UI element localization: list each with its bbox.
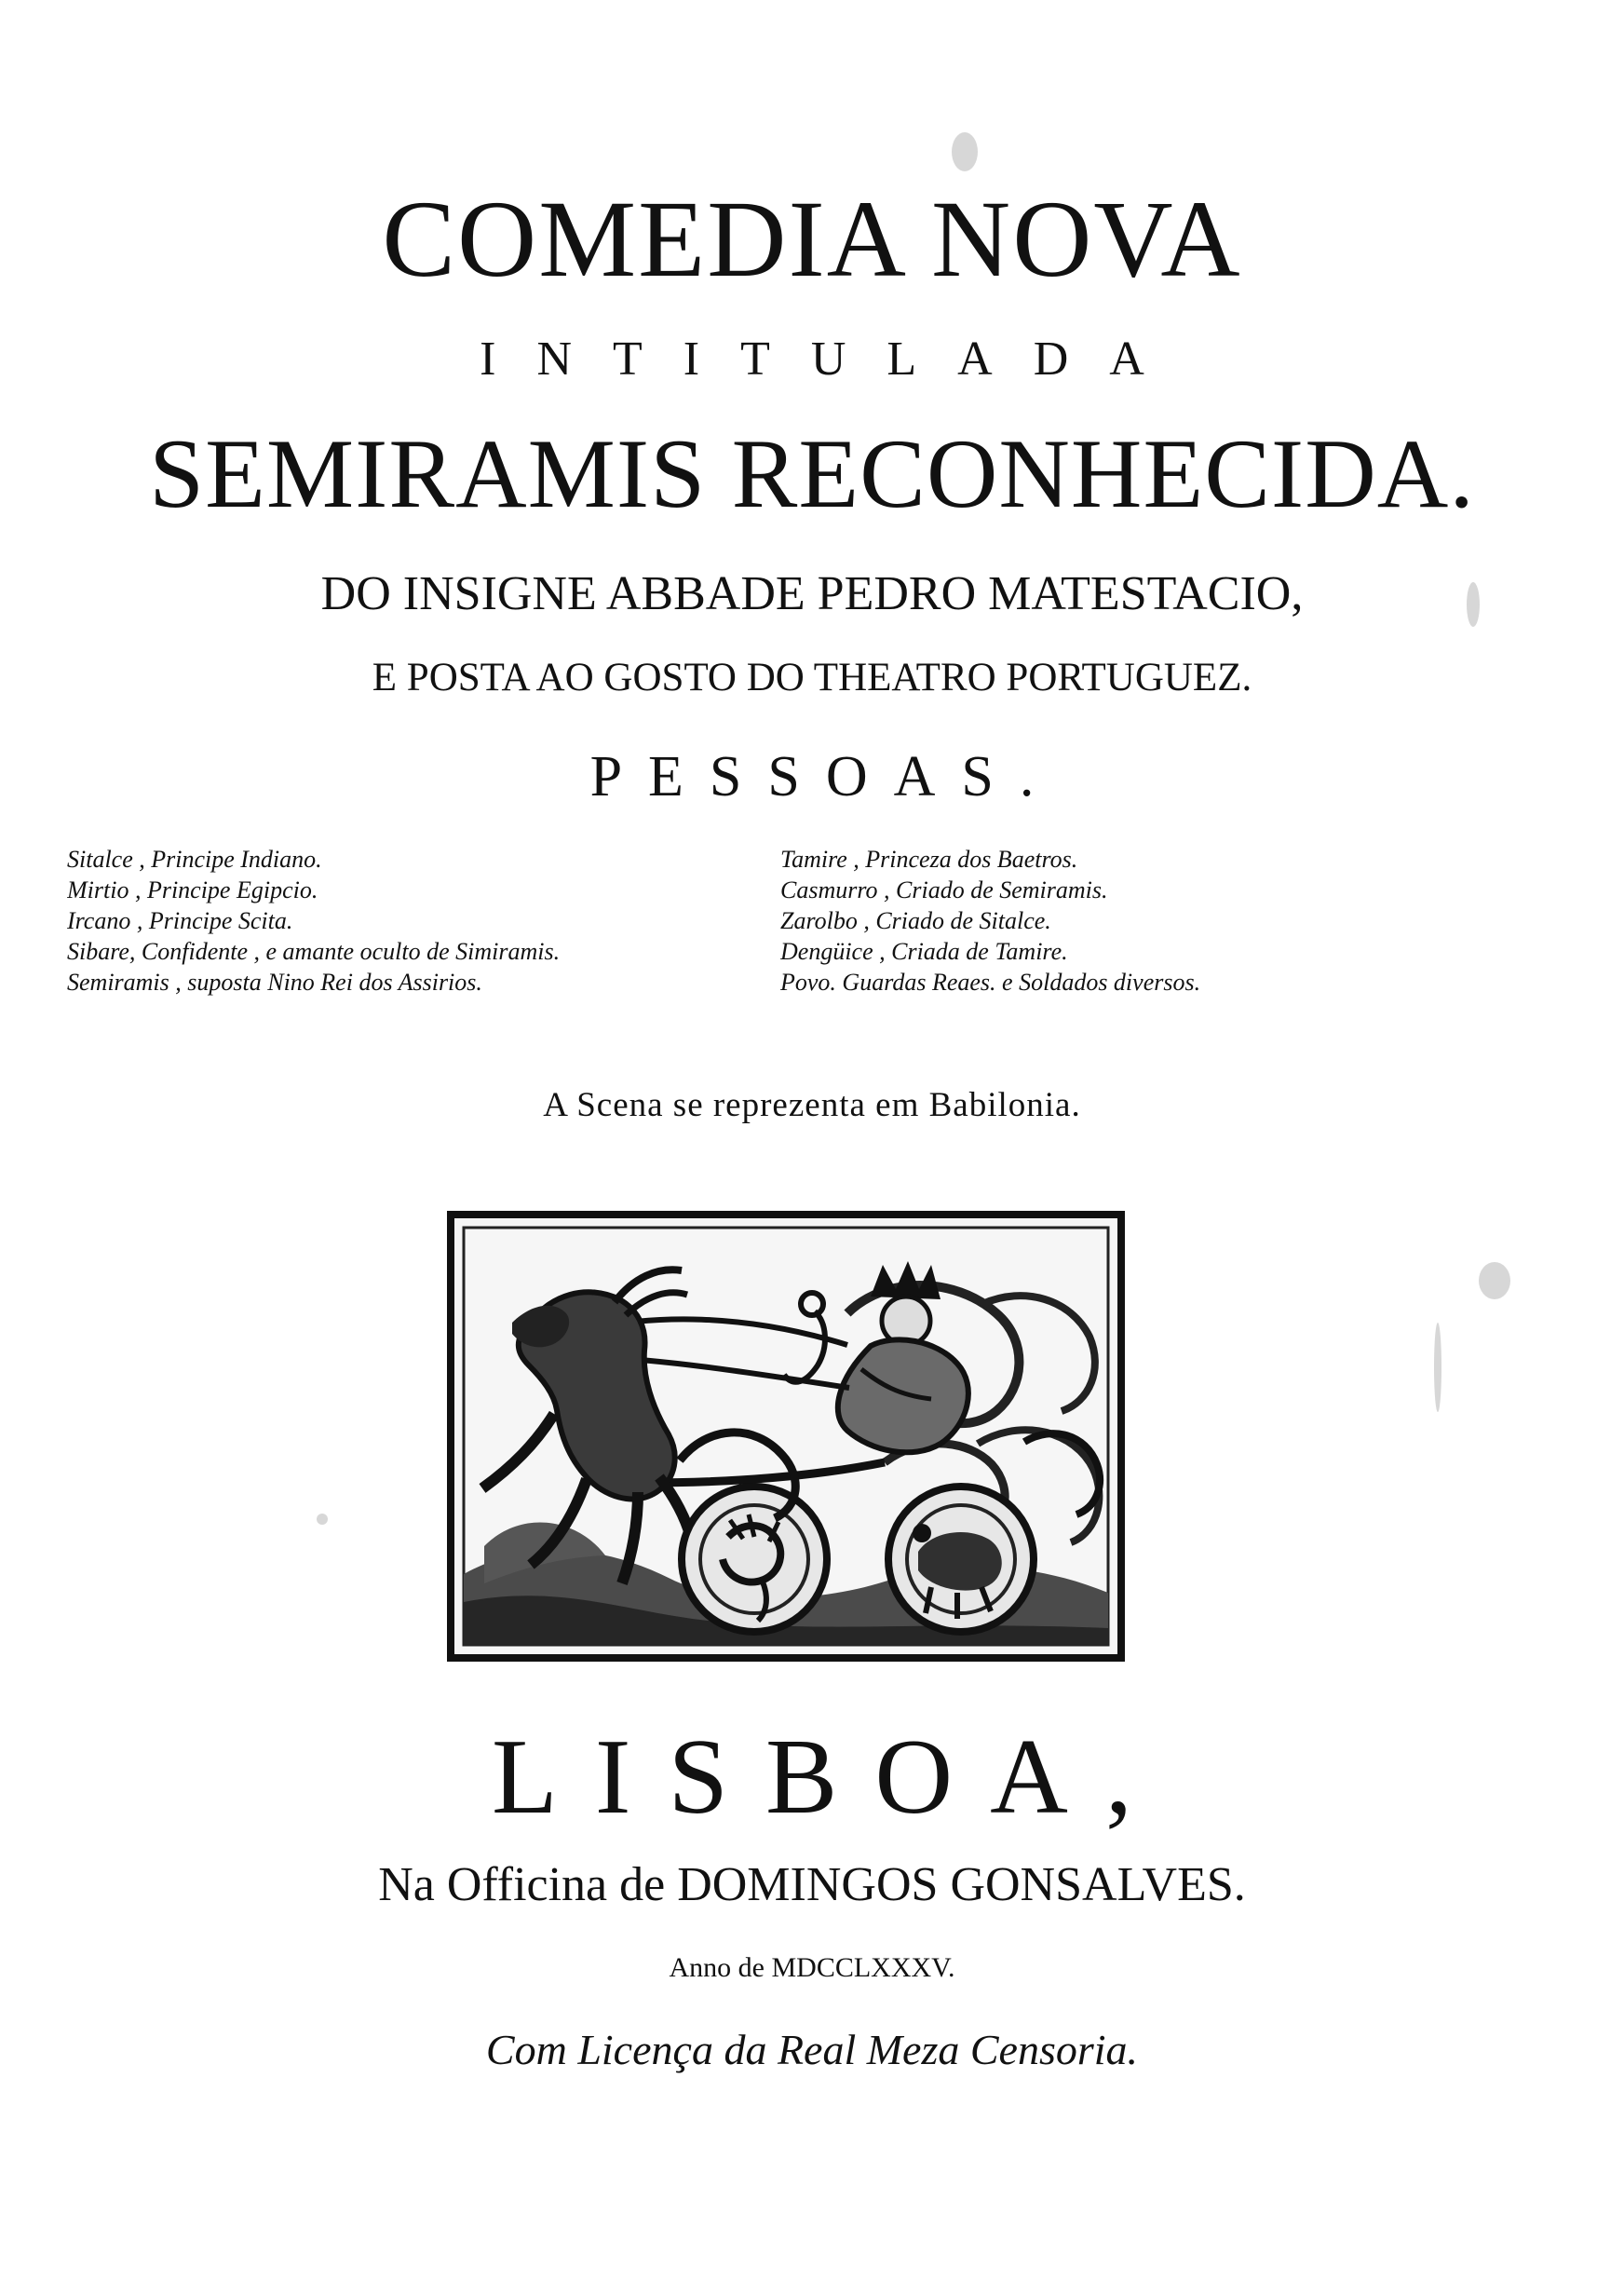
cast-item: Tamire , Princeza dos Baetros. <box>780 846 1078 873</box>
author-line: DO INSIGNE ABBADE PEDRO MATESTACIO, <box>320 567 1304 620</box>
cast-item: Povo. Guardas Reaes. e Soldados diversos. <box>780 969 1201 996</box>
play-title: SEMIRAMIS RECONHECIDA. <box>149 419 1475 528</box>
paper-stain <box>317 1514 328 1525</box>
cast-item: Semiramis , suposta Nino Rei dos Assirios. <box>67 969 482 996</box>
printer-line: Na Officina de DOMINGOS GONSALVES. <box>378 1858 1246 1911</box>
license-line: Com Licença da Real Meza Censoria. <box>485 2026 1139 2073</box>
cast-item: Dengüice , Criada de Tamire. <box>780 938 1068 965</box>
woodcut-icon <box>447 1211 1125 1662</box>
cast-list-left <box>67 844 775 998</box>
cast-item: Zarolbo , Criado de Sitalce. <box>780 907 1051 934</box>
scene-line: A Scena se reprezenta em Babilonia. <box>543 1086 1081 1124</box>
cast-item: Mirtio , Principe Egipcio. <box>67 876 318 903</box>
main-title: COMEDIA NOVA <box>382 178 1242 300</box>
subtitle: INTITULADA <box>480 333 1185 386</box>
cast-heading: PESSOAS. <box>589 745 1061 808</box>
cast-item: Sitalce , Principe Indiano. <box>67 846 322 873</box>
cast-list-right <box>780 844 1525 998</box>
paper-stain <box>952 132 978 171</box>
chariot-woodcut-illustration <box>447 1211 1125 1662</box>
cast-item: Casmurro , Criado de Semiramis. <box>780 876 1108 903</box>
paper-stain <box>1434 1323 1441 1412</box>
year-line: Anno de MDCCLXXXV. <box>669 1952 955 1983</box>
cast-item: Sibare, Confidente , e amante oculto de Simiramis. <box>67 938 561 965</box>
cast-item: Ircano , Principe Scita. <box>67 907 293 934</box>
paper-stain <box>1479 1262 1510 1299</box>
adaptation-line: E POSTA AO GOSTO DO THEATRO PORTUGUEZ. <box>372 656 1252 699</box>
city-line: LISBOA, <box>492 1718 1170 1837</box>
paper-stain <box>1467 582 1480 627</box>
